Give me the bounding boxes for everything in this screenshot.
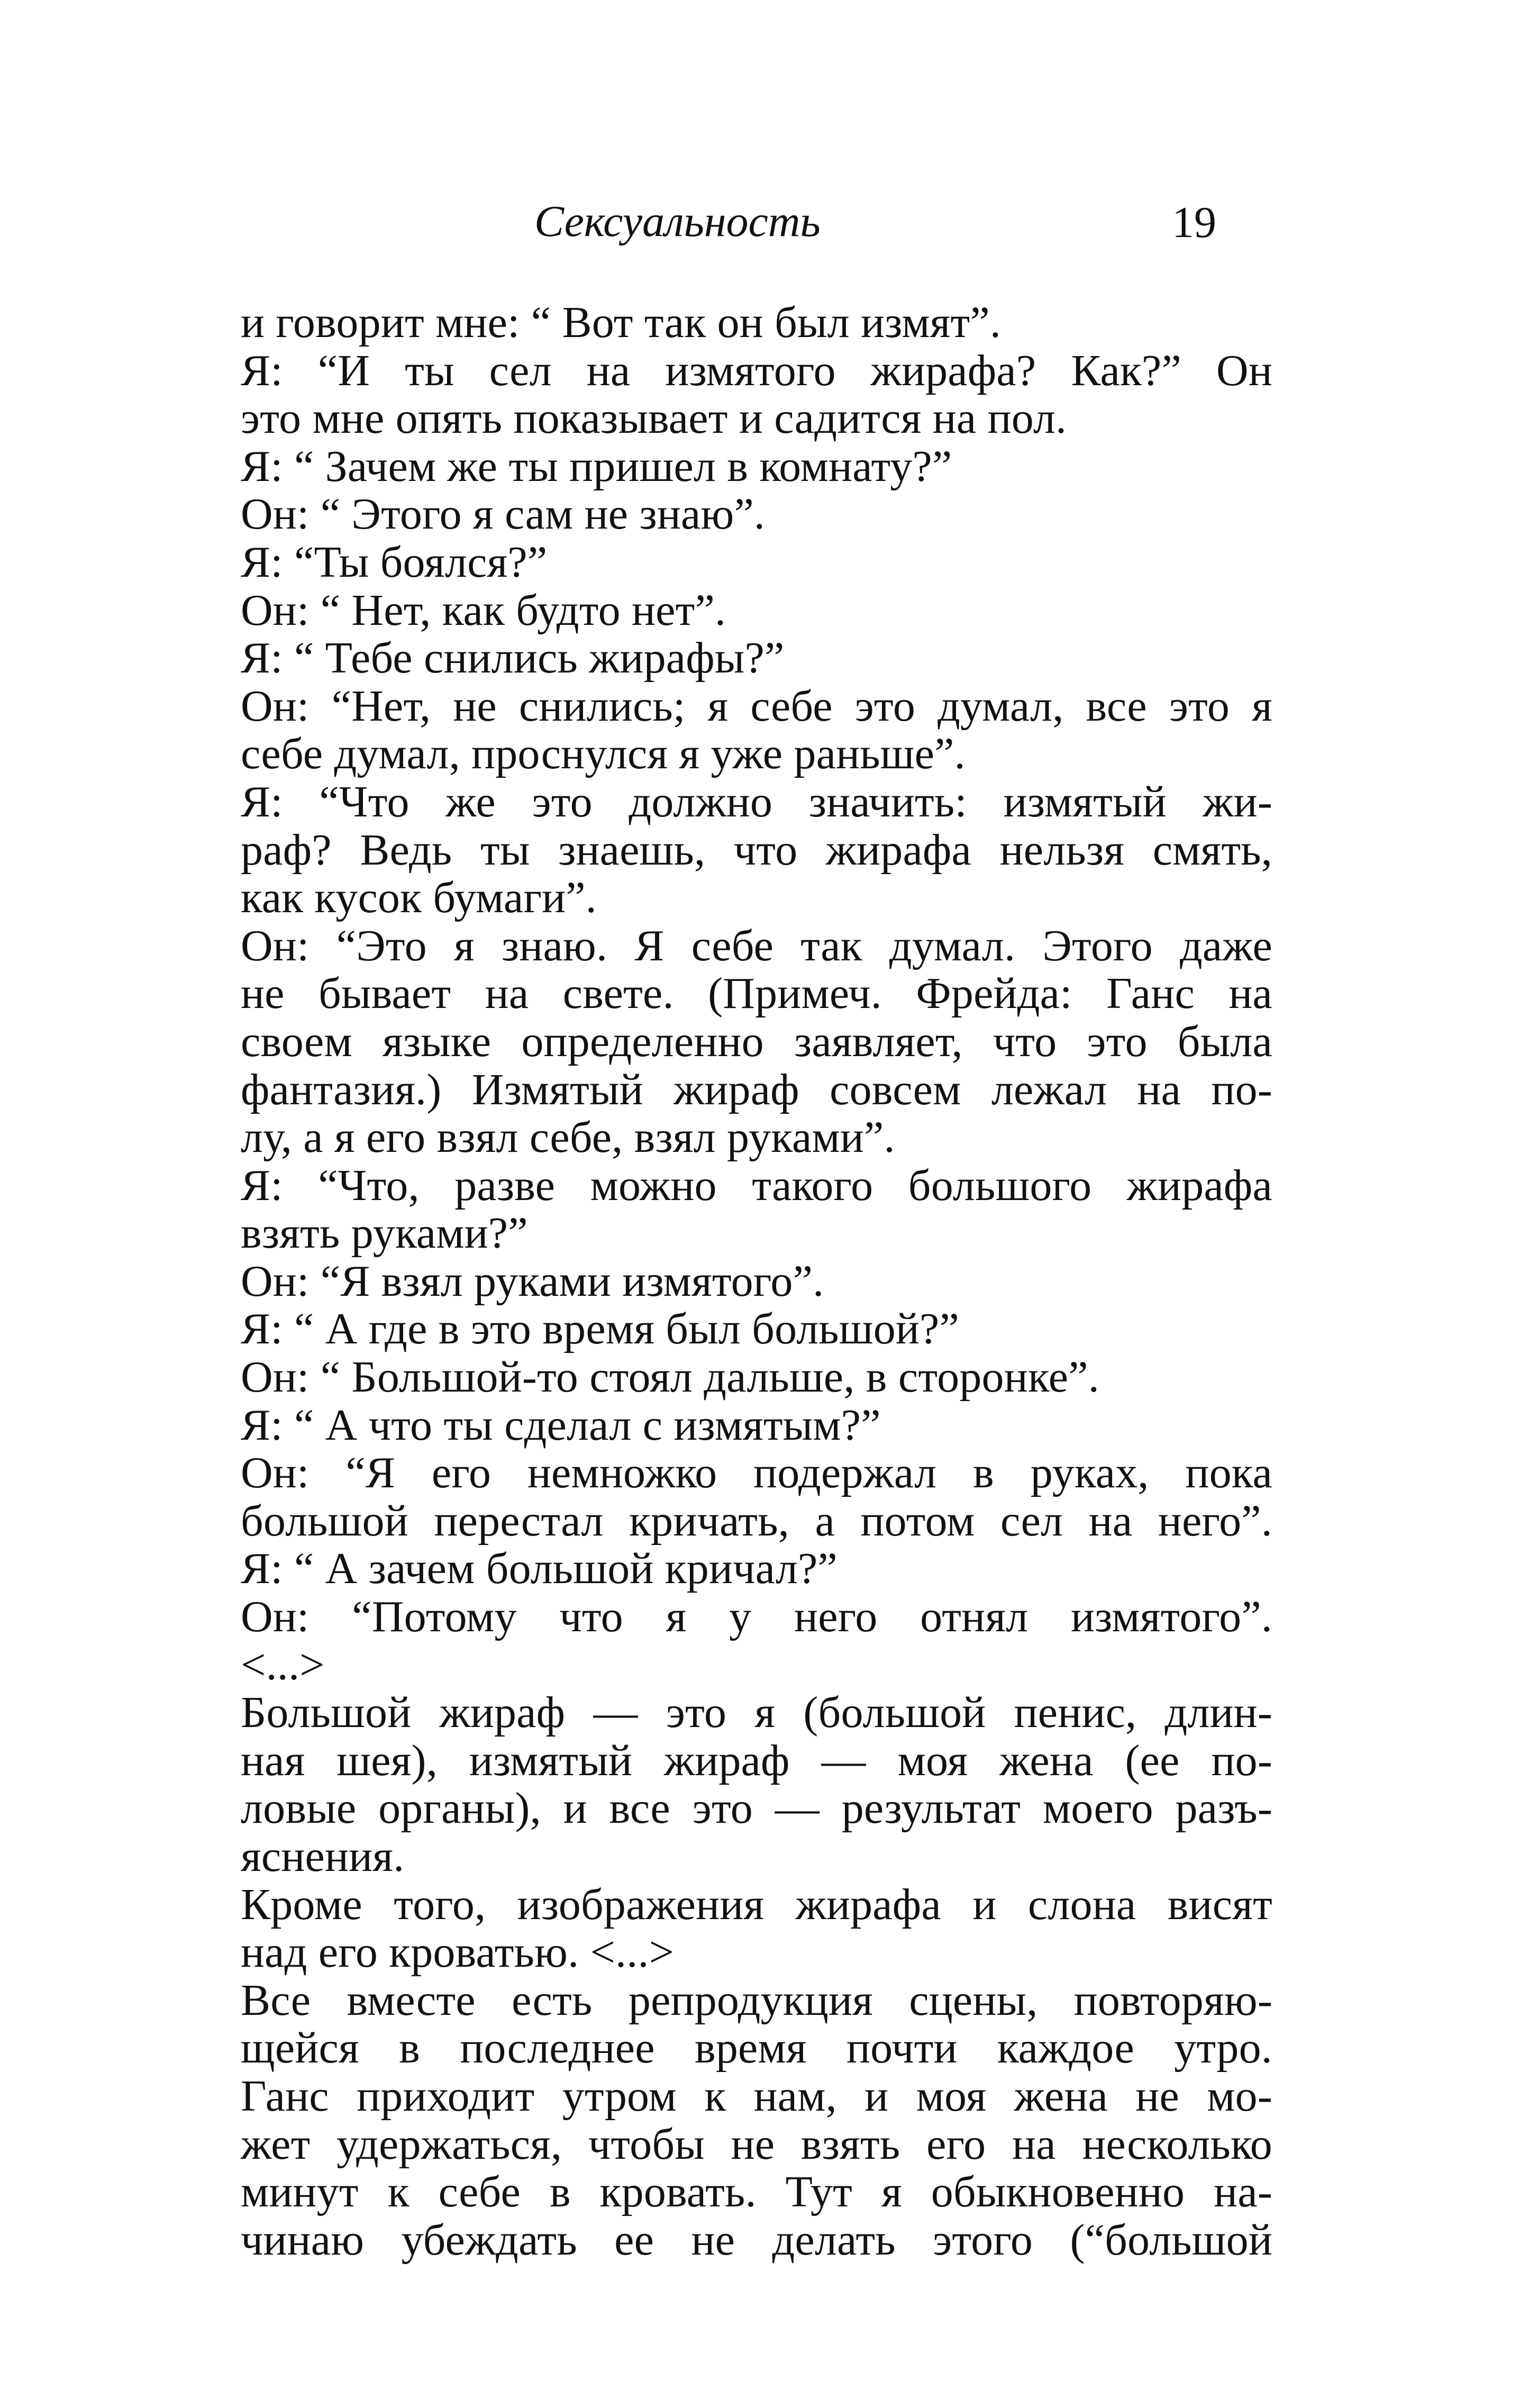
- text-line: Он: “Я взял руками измятого”.: [241, 1256, 824, 1306]
- text-line: Ганс приходит утром к нам, и моя жена не мо-: [241, 2071, 1272, 2121]
- text-line: яснения.: [241, 1832, 405, 1881]
- text-line: Я: “И ты сел на измятого жирафа? Как?” Он: [241, 346, 1272, 395]
- text-line: своем языке определенно заявляет, что это была: [241, 1016, 1272, 1066]
- text-line: Я: “Ты боялся?”: [241, 537, 548, 587]
- text-line: Он: “ Этого я сам не знаю”.: [241, 489, 766, 539]
- text-line: Он: “Потому что я у него отнял измятого”.: [241, 1592, 1272, 1642]
- text-line: и говорит мне: “ Вот так он был измят”.: [241, 298, 1002, 347]
- text-line: Он: “ Нет, как будто нет”.: [241, 585, 726, 635]
- text-line: жет удержаться, чтобы не взять его на несколько: [241, 2119, 1272, 2169]
- text-line: раф? Ведь ты знаешь, что жирафа нельзя смять,: [241, 825, 1272, 875]
- text-line: себе думал, проснулся я уже раньше”.: [241, 729, 966, 779]
- text-line: Я: “ А что ты сделал с измятым?”: [241, 1400, 881, 1450]
- body-text: [241, 299, 1272, 2264]
- text-line: большой перестал кричать, а потом сел на него”.: [241, 1496, 1272, 1546]
- text-line: <...>: [241, 1640, 325, 1689]
- text-line: Я: “ А зачем большой кричал?”: [241, 1544, 838, 1594]
- text-line: минут к себе в кровать. Тут я обыкновенно на-: [241, 2167, 1272, 2217]
- text-line: Я: “ Зачем же ты пришел в комнату?”: [241, 441, 952, 491]
- text-line: лу, а я его взял себе, взял руками”.: [241, 1113, 895, 1162]
- text-line: Я: “Что, разве можно такого большого жирафа: [241, 1160, 1272, 1210]
- page-number: 19: [1172, 198, 1216, 247]
- text-line: взять руками?”: [241, 1208, 528, 1258]
- text-line: чинаю убеждать ее не делать этого (“большой: [241, 2215, 1272, 2265]
- text-line: Я: “Что же это должно значить: измятый жи-: [241, 777, 1272, 826]
- text-line: как кусок бумаги”.: [241, 873, 597, 923]
- text-line: фантазия.) Измятый жираф совсем лежал на по-: [241, 1065, 1272, 1114]
- text-line: ловые органы), и все это — результат моего разъ-: [241, 1784, 1272, 1833]
- running-title: Сексуальность: [534, 197, 821, 246]
- text-line: щейся в последнее время почти каждое утро.: [241, 2023, 1272, 2073]
- text-line: Кроме того, изображения жирафа и слона висят: [241, 1879, 1272, 1929]
- text-line: Я: “ А где в это время был большой?”: [241, 1304, 960, 1354]
- text-line: над его кроватью. <...>: [241, 1928, 675, 1977]
- text-line: это мне опять показывает и садится на пол.: [241, 394, 1067, 443]
- text-line: ная шея), измятый жираф — моя жена (ее по-: [241, 1735, 1272, 1785]
- text-line: не бывает на свете. (Примеч. Фрейда: Ганс на: [241, 969, 1272, 1019]
- text-line: Он: “Это я знаю. Я себе так думал. Этого даже: [241, 921, 1272, 970]
- text-line: Он: “Я его немножко подержал в руках, пока: [241, 1448, 1272, 1498]
- text-line: Я: “ Тебе снились жирафы?”: [241, 633, 785, 683]
- text-line: Он: “ Большой-то стоял дальше, в сторонке”.: [241, 1352, 1099, 1402]
- text-line: Все вместе есть репродукция сцены, повторяю-: [241, 1975, 1272, 2025]
- text-line: Большой жираф — это я (большой пенис, длин-: [241, 1688, 1272, 1738]
- text-line: Он: “Нет, не снились; я себе это думал, все это я: [241, 681, 1272, 731]
